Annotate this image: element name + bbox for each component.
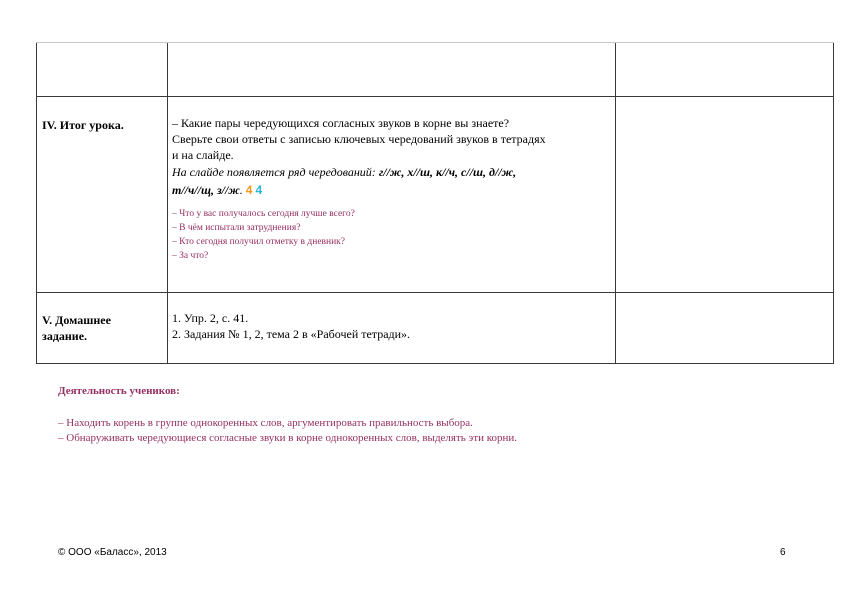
- content-line: – Какие пары чередующихся согласных звуков в корне вы знаете?: [172, 116, 510, 130]
- stage-cell: [36, 43, 167, 96]
- list-item: – В чём испытали затруднения?: [172, 223, 301, 233]
- copyright: © ООО «Баласс», 2013: [58, 547, 167, 558]
- notes-cell: [615, 293, 834, 364]
- table-row-empty: [36, 42, 834, 96]
- list-item: – Что у вас получалось сегодня лучше всего?: [172, 209, 355, 219]
- alternations-text-2: т//ч//щ, з//ж. 4 4: [172, 183, 263, 197]
- table-row-summary: [36, 96, 834, 292]
- content-cell: [167, 43, 616, 96]
- page-number: 6: [780, 547, 786, 558]
- list-item: – За что?: [172, 251, 209, 261]
- slide-badge-orange: 4: [245, 183, 253, 197]
- slide-badge-cyan: 4: [255, 183, 263, 197]
- content-line: и на слайде.: [172, 148, 234, 162]
- list-item: – Кто сегодня получил отметку в дневник?: [172, 237, 346, 247]
- notes-cell: [615, 43, 834, 96]
- alternations-row-2: т//ч//щ, з//ж: [172, 183, 240, 197]
- alternations-text: [172, 163, 612, 181]
- stage-cell: [36, 293, 167, 364]
- content-cell: [167, 97, 616, 292]
- stage-title: V. Домашнее: [42, 313, 111, 327]
- stage-title: IV. Итог урока.: [42, 118, 124, 132]
- content-line: 2. Задания № 1, 2, тема 2 в «Рабочей тетради».: [172, 327, 411, 341]
- activity-title: Деятельность учеников:: [58, 385, 180, 397]
- stage-title-cont: задание.: [42, 329, 88, 343]
- content-line: Сверьте свои ответы с записью ключевых чередований звуков в тетрадях: [172, 132, 546, 146]
- content-line: 1. Упр. 2, с. 41.: [172, 311, 249, 325]
- alternations-row-1: г//ж, х//ш, к//ч, с//ш, д//ж,: [378, 165, 517, 179]
- reflection-questions: [172, 207, 612, 263]
- content-cell: [167, 293, 616, 364]
- list-item: – Находить корень в группе однокоренных слов, аргументировать правильность выбора.: [58, 417, 473, 429]
- list-item: – Обнаруживать чередующиеся согласные звуки в корне однокоренных слов, выделять эти корни.: [58, 432, 518, 444]
- alternations-intro: На слайде появляется ряд чередований:: [172, 165, 376, 179]
- student-activity: [58, 384, 778, 446]
- table-row-homework: [36, 292, 834, 364]
- notes-cell: [615, 97, 834, 292]
- stage-cell: [36, 97, 167, 292]
